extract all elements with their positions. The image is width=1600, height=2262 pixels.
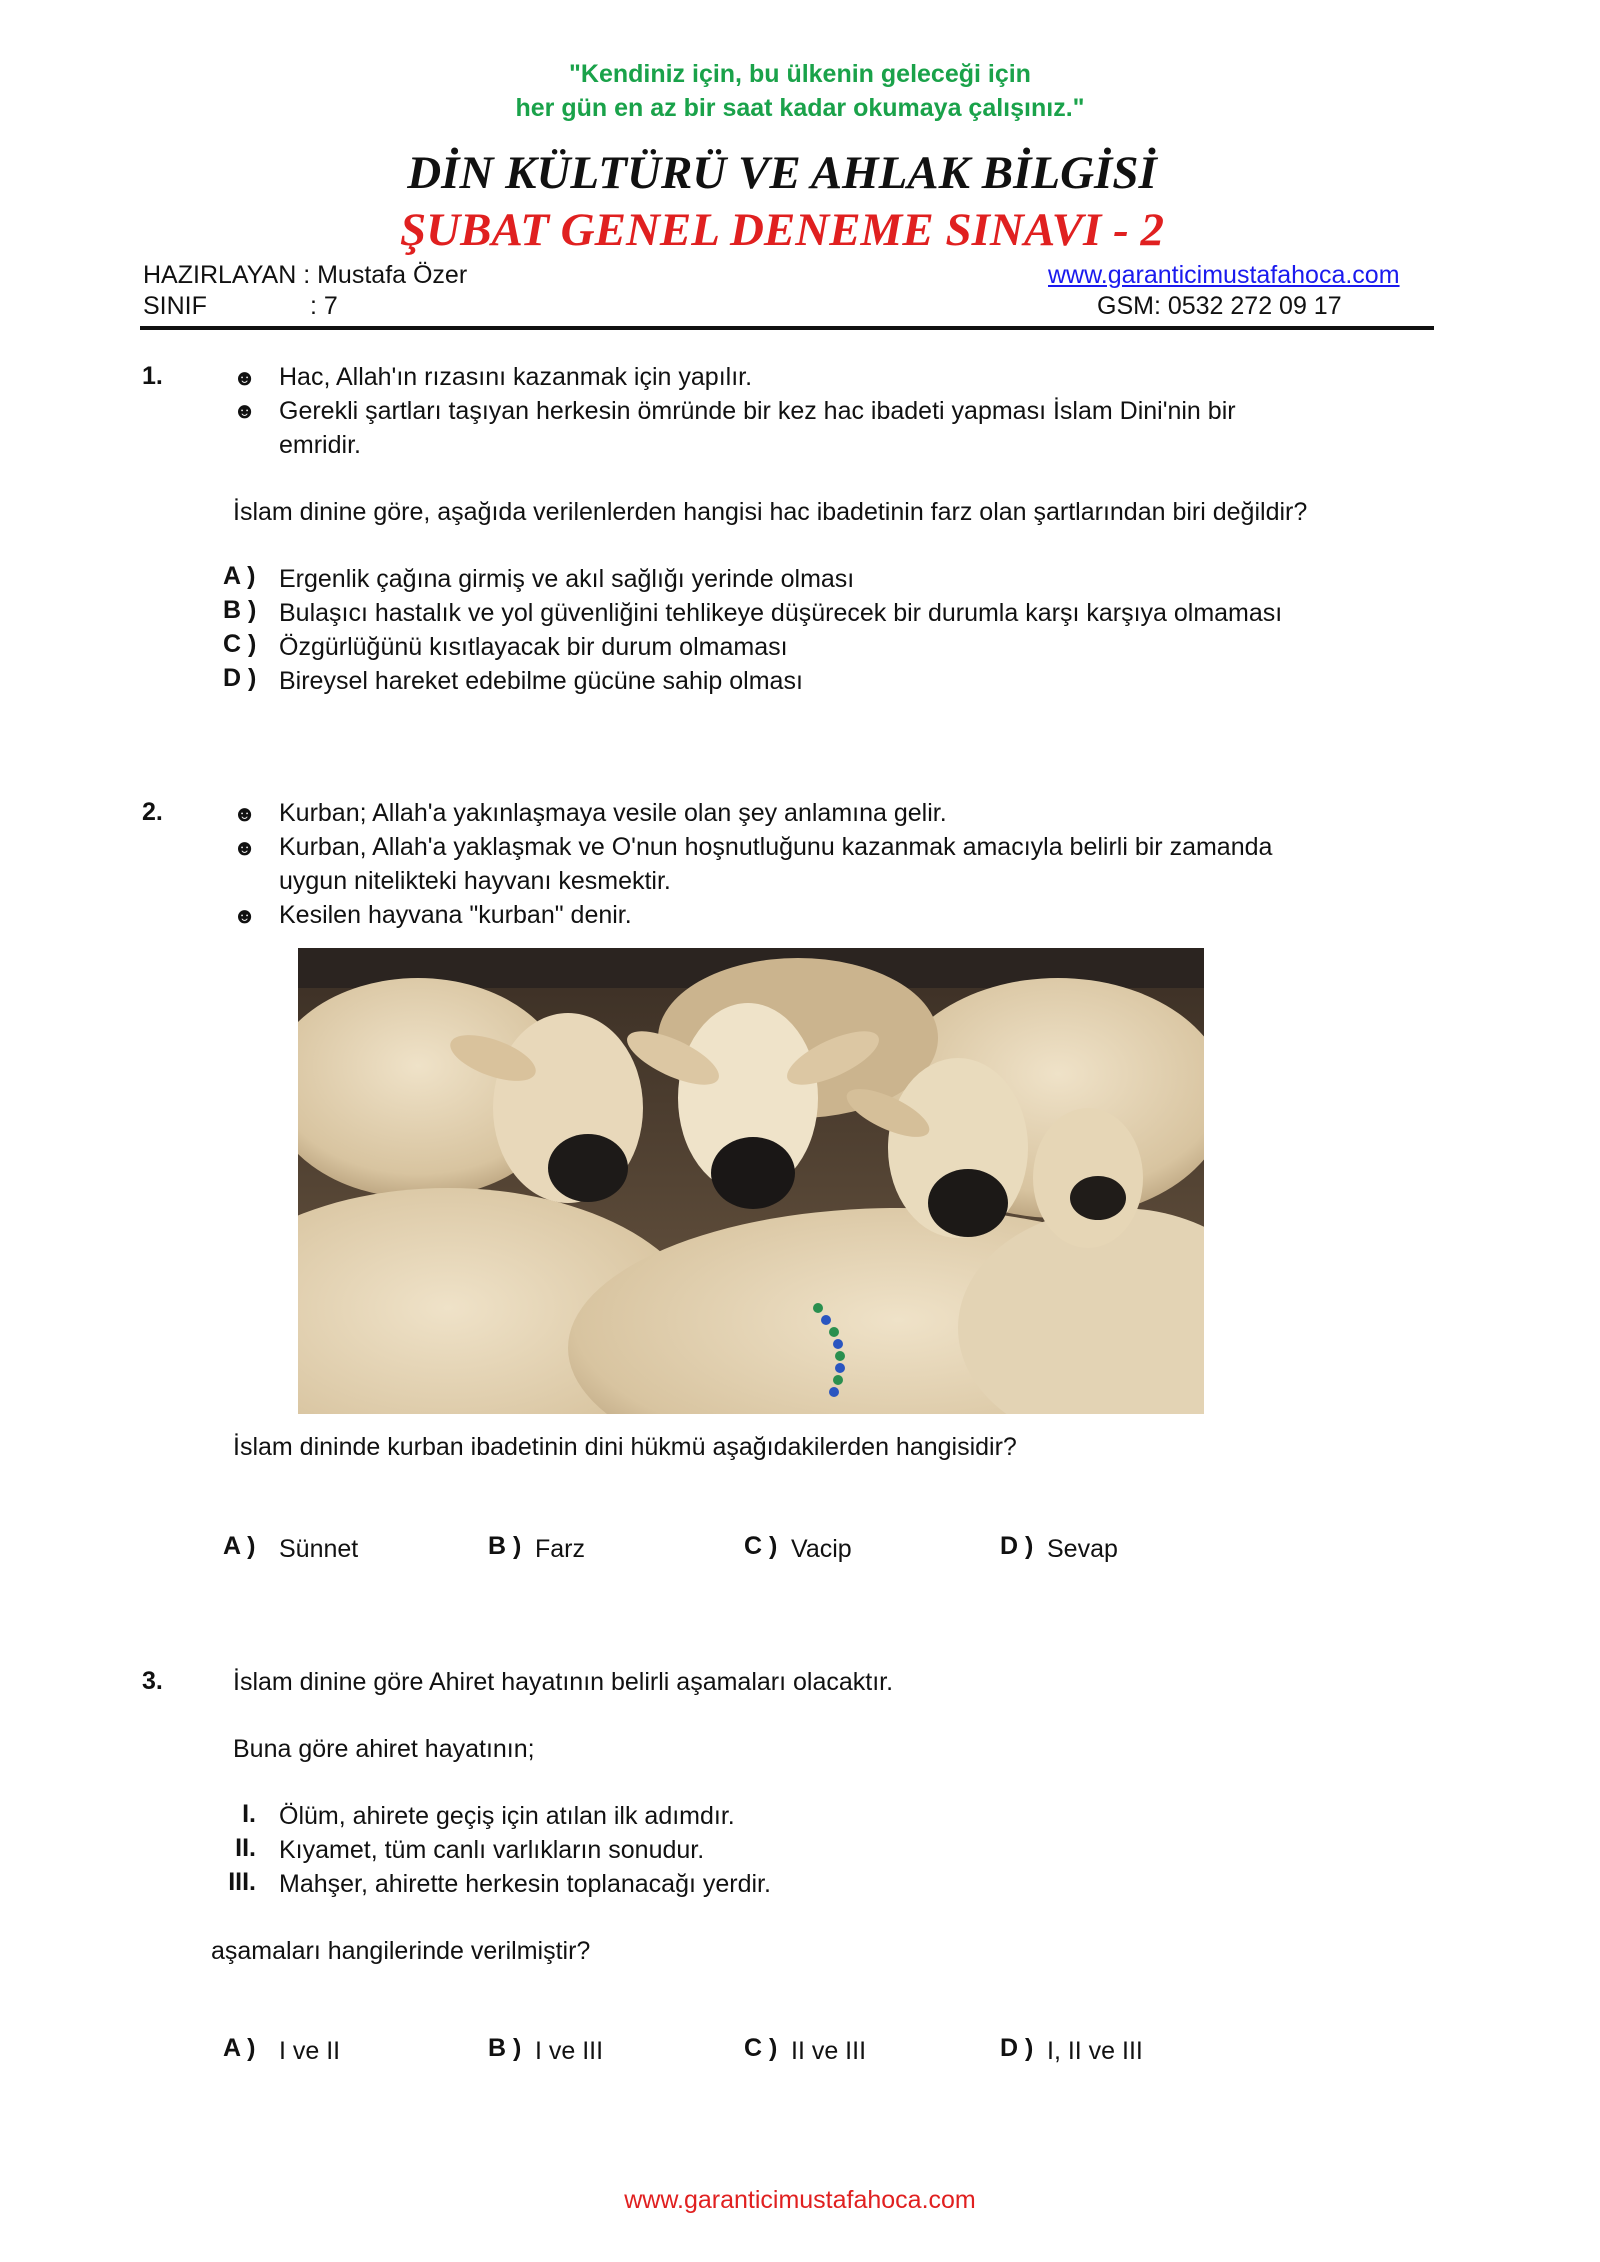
q1-question: İslam dinine göre, aşağıda verilenlerden hangisi hac ibadetinin farz olan şartlarından biri değildir? — [233, 498, 1308, 526]
q3-option-b-letter[interactable]: B ) — [488, 2034, 522, 2062]
q2-option-c-text[interactable]: Vacip — [791, 1535, 852, 1563]
q2-option-c-letter[interactable]: C ) — [744, 1532, 778, 1560]
q1-option-b-letter[interactable]: B ) — [223, 596, 257, 624]
q3-item-2-number: II. — [235, 1834, 256, 1862]
q3-item-1-number: I. — [242, 1800, 256, 1828]
q2-option-d-text[interactable]: Sevap — [1047, 1535, 1118, 1563]
q2-option-b-text[interactable]: Farz — [535, 1535, 585, 1563]
q2-bullet-2-line-1: Kurban, Allah'a yaklaşmak ve O'nun hoşnutluğunu kazanmak amacıyla belirli bir zamanda — [279, 833, 1273, 861]
q3-question: aşamaları hangilerinde verilmiştir? — [211, 1937, 591, 1965]
q3-option-a-letter[interactable]: A ) — [223, 2034, 256, 2062]
q3-item-1-text: Ölüm, ahirete geçiş için atılan ilk adımdır. — [279, 1802, 735, 1830]
sheep-photo — [298, 948, 1204, 1414]
q2-option-b-letter[interactable]: B ) — [488, 1532, 522, 1560]
q2-question: İslam dininde kurban ibadetinin dini hükmü aşağıdakilerden hangisidir? — [233, 1433, 1017, 1461]
smiley-icon: ☻ — [233, 398, 257, 423]
prepared-by: HAZIRLAYAN : Mustafa Özer — [143, 261, 468, 289]
q3-option-b-text[interactable]: I ve III — [535, 2037, 604, 2065]
q2-option-d-letter[interactable]: D ) — [1000, 1532, 1034, 1560]
phone-number: GSM: 0532 272 09 17 — [1097, 292, 1342, 320]
class-label: SINIF — [143, 292, 207, 320]
question-1-number: 1. — [142, 362, 163, 390]
question-3-number: 3. — [142, 1667, 163, 1695]
q2-bullet-2-line-2: uygun nitelikteki hayvanı kesmektir. — [279, 867, 671, 895]
website-link[interactable]: www.garanticimustafahoca.com — [1048, 261, 1400, 289]
smiley-icon: ☻ — [233, 903, 257, 928]
q3-option-a-text[interactable]: I ve II — [279, 2037, 341, 2065]
q1-option-a-text[interactable]: Ergenlik çağına girmiş ve akıl sağlığı yerinde olması — [279, 565, 855, 593]
q3-option-c-text[interactable]: II ve III — [791, 2037, 867, 2065]
header-divider — [140, 326, 1434, 330]
smiley-icon: ☻ — [233, 835, 257, 860]
q1-option-d-letter[interactable]: D ) — [223, 664, 257, 692]
q2-bullet-3: Kesilen hayvana "kurban" denir. — [279, 901, 632, 929]
smiley-icon: ☻ — [233, 801, 257, 826]
q2-option-a-text[interactable]: Sünnet — [279, 1535, 359, 1563]
q1-bullet-1: Hac, Allah'ın rızasını kazanmak için yapılır. — [279, 363, 753, 391]
q1-option-d-text[interactable]: Bireysel hareket edebilme gücüne sahip olması — [279, 667, 803, 695]
motto-line-1: "Kendiniz için, bu ülkenin geleceği için — [569, 60, 1031, 88]
q1-option-a-letter[interactable]: A ) — [223, 562, 256, 590]
q1-option-c-letter[interactable]: C ) — [223, 630, 257, 658]
q3-option-d-text[interactable]: I, II ve III — [1047, 2037, 1143, 2065]
q3-option-d-letter[interactable]: D ) — [1000, 2034, 1034, 2062]
footer-website[interactable]: www.garanticimustafahoca.com — [624, 2186, 976, 2214]
q3-stem: İslam dinine göre Ahiret hayatının belirli aşamaları olacaktır. — [233, 1668, 894, 1696]
q1-bullet-2-line-2: emridir. — [279, 431, 361, 459]
motto-line-2: her gün en az bir saat kadar okumaya çalışınız." — [515, 94, 1085, 122]
q2-bullet-1: Kurban; Allah'a yakınlaşmaya vesile olan şey anlamına gelir. — [279, 799, 947, 827]
exam-name-title: ŞUBAT GENEL DENEME SINAVI - 2 — [400, 204, 1164, 256]
question-2-number: 2. — [142, 798, 163, 826]
q3-lead: Buna göre ahiret hayatının; — [233, 1735, 535, 1763]
smiley-icon: ☻ — [233, 365, 257, 390]
q3-item-2-text: Kıyamet, tüm canlı varlıkların sonudur. — [279, 1836, 705, 1864]
q1-option-b-text[interactable]: Bulaşıcı hastalık ve yol güvenliğini tehlikeye düşürecek bir durumla karşı karşıya olmaması — [279, 599, 1283, 627]
q2-option-a-letter[interactable]: A ) — [223, 1532, 256, 1560]
exam-subject-title: DİN KÜLTÜRÜ VE AHLAK BİLGİSİ — [407, 147, 1157, 199]
q3-item-3-number: III. — [228, 1868, 256, 1896]
q1-option-c-text[interactable]: Özgürlüğünü kısıtlayacak bir durum olmaması — [279, 633, 788, 661]
q3-option-c-letter[interactable]: C ) — [744, 2034, 778, 2062]
q1-bullet-2-line-1: Gerekli şartları taşıyan herkesin ömründe bir kez hac ibadeti yapması İslam Dini'nin bir — [279, 397, 1236, 425]
class-value: : 7 — [310, 292, 338, 320]
q3-item-3-text: Mahşer, ahirette herkesin toplanacağı yerdir. — [279, 1870, 771, 1898]
